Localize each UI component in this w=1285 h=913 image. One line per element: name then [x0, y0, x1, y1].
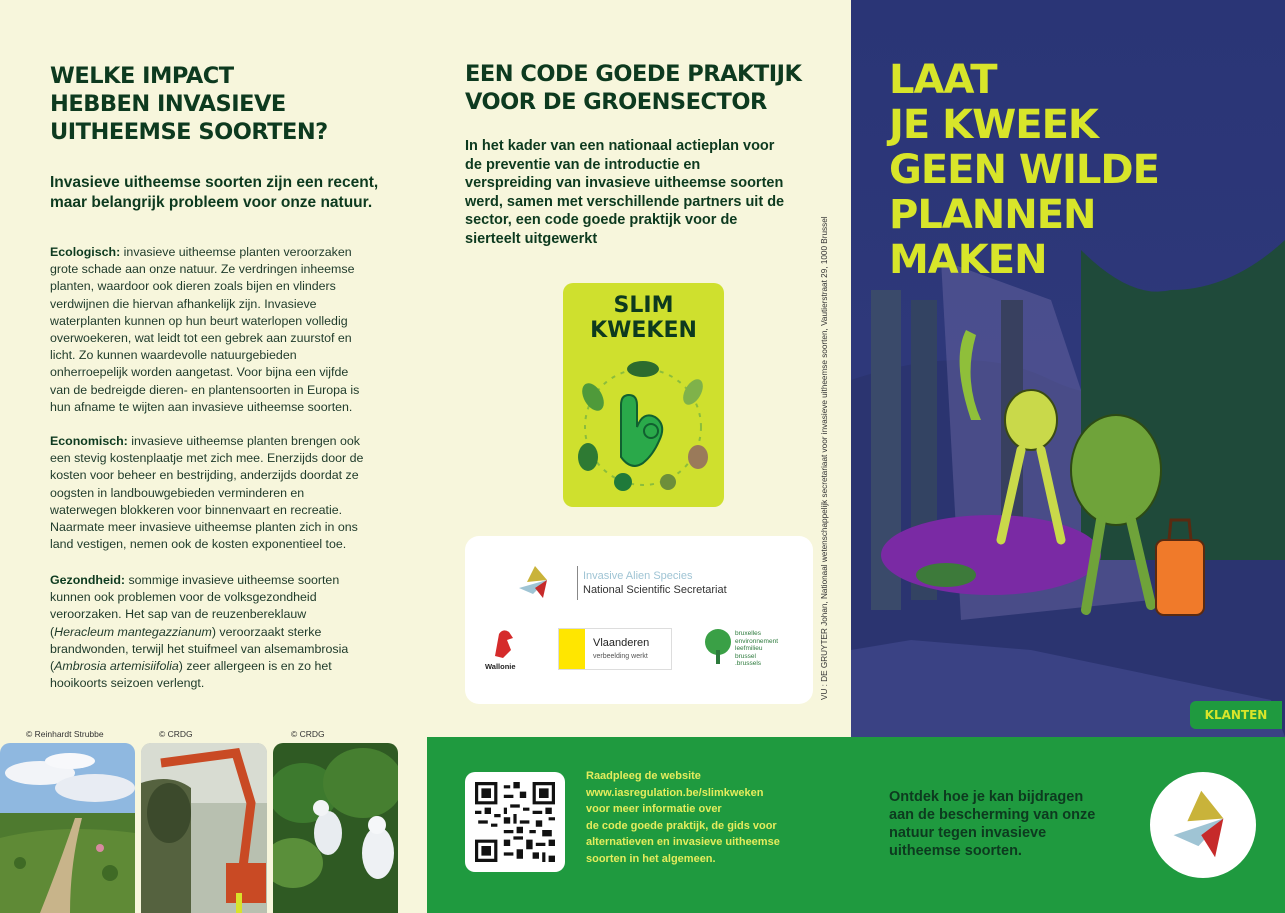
photo-credit: © CRDG: [291, 729, 325, 739]
ias-emblem-icon: [1173, 788, 1235, 860]
hand-plants-icon: [563, 347, 724, 497]
impact-title-line: HEBBEN INVASIEVE: [50, 91, 286, 117]
website-info-line: soorten in het algemeen.: [586, 852, 716, 865]
slim-kweken-logo: [563, 283, 724, 507]
ecological-paragraph: [50, 244, 370, 416]
brussels-line: bruxelles: [735, 630, 762, 637]
code-title-line: VOOR DE GROENSECTOR: [465, 89, 767, 115]
impact-title-line: UITHEEMSE SOORTEN?: [50, 119, 328, 145]
divider: [577, 566, 578, 600]
cover-title-line: PLANNEN: [889, 192, 1096, 238]
vlaanderen-logo: [558, 628, 672, 670]
emblem: [1150, 772, 1256, 878]
logo-line: SLIM: [613, 293, 674, 318]
photo-field: [0, 743, 135, 913]
logo-line: KWEKEN: [590, 318, 697, 343]
cover-title-line: GEEN WILDE: [889, 147, 1159, 193]
photo-excavator: [141, 743, 267, 913]
website-info-line: alternatieven en invasieve uitheemse: [586, 836, 780, 848]
audience-badge: KLANTEN: [1190, 701, 1282, 729]
photo-credit: © CRDG: [159, 729, 193, 739]
website-link[interactable]: www.iasregulation.be/slimkweken: [586, 786, 764, 799]
brussels-line: .brussels: [735, 660, 762, 667]
call-to-action: Ontdek hoe je kan bijdragen aan de bescherming van onze natuur tegen invasieve uitheemse soorten.: [889, 789, 1096, 859]
health-text: ) zeer allergeen is en zo het hooikoorts seizoen verlengt.: [50, 659, 332, 691]
website-info: [586, 768, 806, 867]
impact-title: [50, 62, 370, 146]
partners-box: [465, 536, 813, 704]
health-label: Gezondheid:: [50, 573, 126, 587]
cover-title-line: JE KWEEK: [889, 102, 1098, 148]
photo-workers: [273, 743, 398, 913]
wallonie-rooster-icon: [489, 628, 517, 660]
code-title-line: EEN CODE GOEDE PRAKTIJK: [465, 61, 802, 87]
code-body: In het kader van een nationaal actieplan voor de preventie van de introductie en verspreiding van invasieve uitheemse soorten werd, samen met verschillende partners uit de sector, een code goede praktijk voor de sierteelt uitgewerkt: [465, 138, 785, 247]
vlaanderen-name: Vlaanderen: [593, 637, 650, 649]
website-info-line: Raadpleeg de website: [586, 770, 701, 782]
ias-logo-icon: [517, 564, 561, 600]
health-text: sommige invasieve uitheemse soorten kunnen ook problemen voor de volksgezondheid veroorzaken. Het sap van de reuzenbereklauw (: [50, 573, 340, 639]
economic-label: Economisch:: [50, 434, 128, 448]
qr-code[interactable]: [465, 772, 565, 872]
species-name: Heracleum mantegazzianum: [54, 624, 212, 639]
qr-code-icon: [475, 782, 555, 862]
health-paragraph: [50, 572, 370, 692]
ias-name-line2: National Scientific Secretariat: [583, 584, 727, 596]
impact-intro: Invasieve uitheemse soorten zijn een recent, maar belangrijk probleem voor onze natuur.: [50, 174, 379, 211]
impact-title-line: WELKE IMPACT: [50, 63, 234, 89]
website-info-line: voor meer informatie over: [586, 803, 722, 815]
cover-title: [889, 58, 1269, 283]
responsible-publisher: VU : DE GRUYTER Johan, Nationaal wetenschappelijk secretariaat voor invasieve uitheemse soorten, Vautierstraat 29, 1000 Brussel: [820, 216, 829, 700]
brussels-line: leefmilieu: [735, 645, 763, 652]
vlaanderen-lion-icon: [559, 629, 585, 669]
ias-name-line1: Invasive Alien Species: [583, 570, 693, 582]
cover-title-line: MAKEN: [889, 237, 1047, 283]
website-info-line: de code goede praktijk, de gids voor: [586, 819, 777, 832]
species-name: Ambrosia artemisiifolia: [54, 659, 179, 674]
wallonie-logo: Wallonie: [485, 662, 516, 671]
slim-kweken-title: [563, 293, 724, 343]
code-title: [465, 60, 825, 116]
ecological-text: invasieve uitheemse planten veroorzaken grote schade aan onze natuur. Ze verdringen inheemse planten, waardoor ook dieren zoals bijen en vlinders verdwijnen die hiervan afhankelijk zijn. Invasieve waterplanten kunnen op hun beurt waterlopen volledig overwoekeren, wat leidt tot een gebrek aan zuurstof en licht. Zo kunnen waardevolle natuurgebieden onherroepelijk worden aangetast. Voor bijna een vijfde van de bedreigde dieren- en plantensoorten in Europa is hun afname te wijten aan invasieve uitheemse soorten.: [50, 245, 360, 414]
photo-credit: © Reinhardt Strubbe: [26, 729, 104, 739]
brussels-environment-logo: [735, 630, 778, 668]
vlaanderen-tagline: verbeelding werkt: [593, 653, 648, 660]
economic-paragraph: [50, 433, 370, 553]
economic-text: invasieve uitheemse planten brengen ook een stevig kostenplaatje met zich mee. Enerzijds door de kosten voor beheer en bestrijding, anderzijds doordat ze oogsten in landbouwgebieden verminderen en waterwegen blokkeren voor binnenvaart en recreatie. Naarmate meer invasieve uitheemse planten zich in ons land vestigen, nemen ook de kosten exponentieel toe.: [50, 434, 364, 552]
brussels-line: brussel: [735, 652, 756, 660]
brussels-line: environnement: [735, 637, 778, 645]
ecological-label: Ecologisch:: [50, 245, 121, 259]
brussels-tree-icon: [703, 628, 733, 668]
cover-title-line: LAAT: [889, 57, 997, 103]
health-text: ) veroorzaakt sterke brandwonden, terwijl het stuifmeel van alsemambrosia (: [50, 624, 349, 674]
